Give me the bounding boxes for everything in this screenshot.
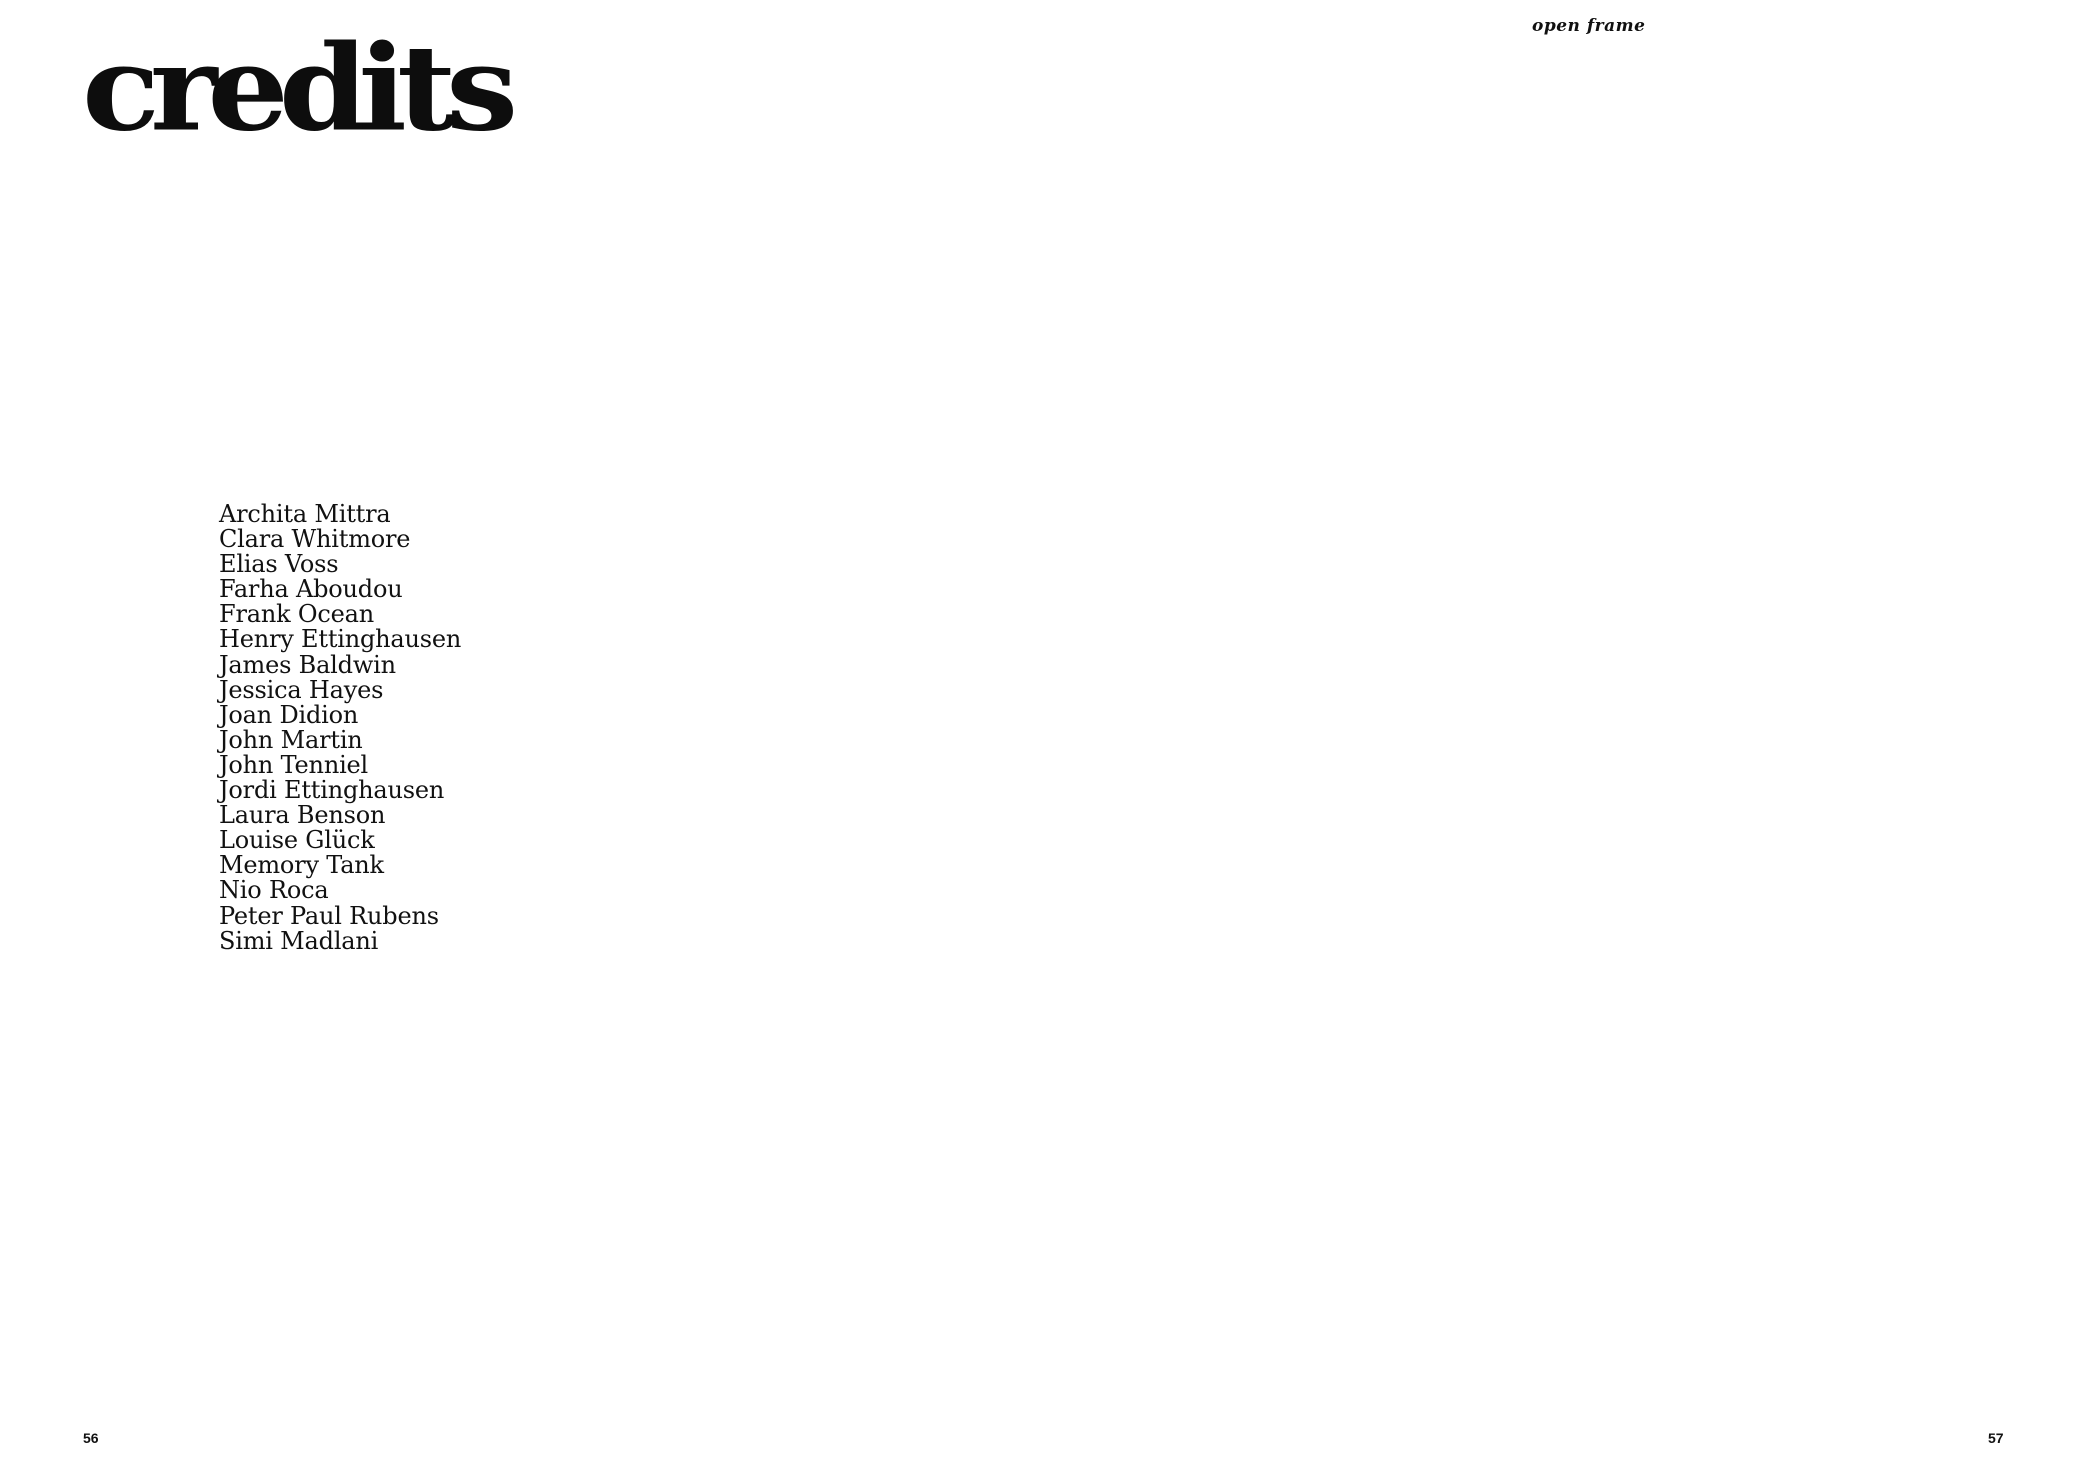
page-number-left: 56	[83, 1430, 99, 1446]
credit-name: James Baldwin	[219, 650, 396, 679]
credit-name: Clara Whitmore	[219, 525, 411, 554]
credit-name: Elias Voss	[219, 550, 339, 579]
credit-name: Memory Tank	[219, 851, 384, 880]
credit-name: Peter Paul Rubens	[219, 901, 439, 930]
credit-name: Jessica Hayes	[219, 675, 384, 704]
credit-name: John Tenniel	[219, 750, 369, 779]
credit-name: Farha Aboudou	[219, 575, 403, 604]
credit-name: Frank Ocean	[219, 600, 374, 629]
credit-name: Archita Mittra	[219, 500, 391, 528]
page-number-right: 57	[1988, 1430, 2004, 1446]
running-head: open frame	[1532, 16, 1646, 36]
credit-name: Louise Glück	[219, 826, 375, 855]
credit-name: Henry Ettinghausen	[219, 625, 462, 654]
credit-name: Joan Didion	[219, 700, 359, 729]
credit-name: John Martin	[219, 725, 363, 754]
credit-name: Laura Benson	[219, 801, 386, 830]
credits-list	[219, 502, 461, 954]
credit-name: Simi Madlani	[219, 926, 379, 955]
page-title: credits	[82, 19, 509, 158]
credit-name: Nio Roca	[219, 876, 329, 905]
credit-name: Jordi Ettinghausen	[219, 776, 445, 805]
